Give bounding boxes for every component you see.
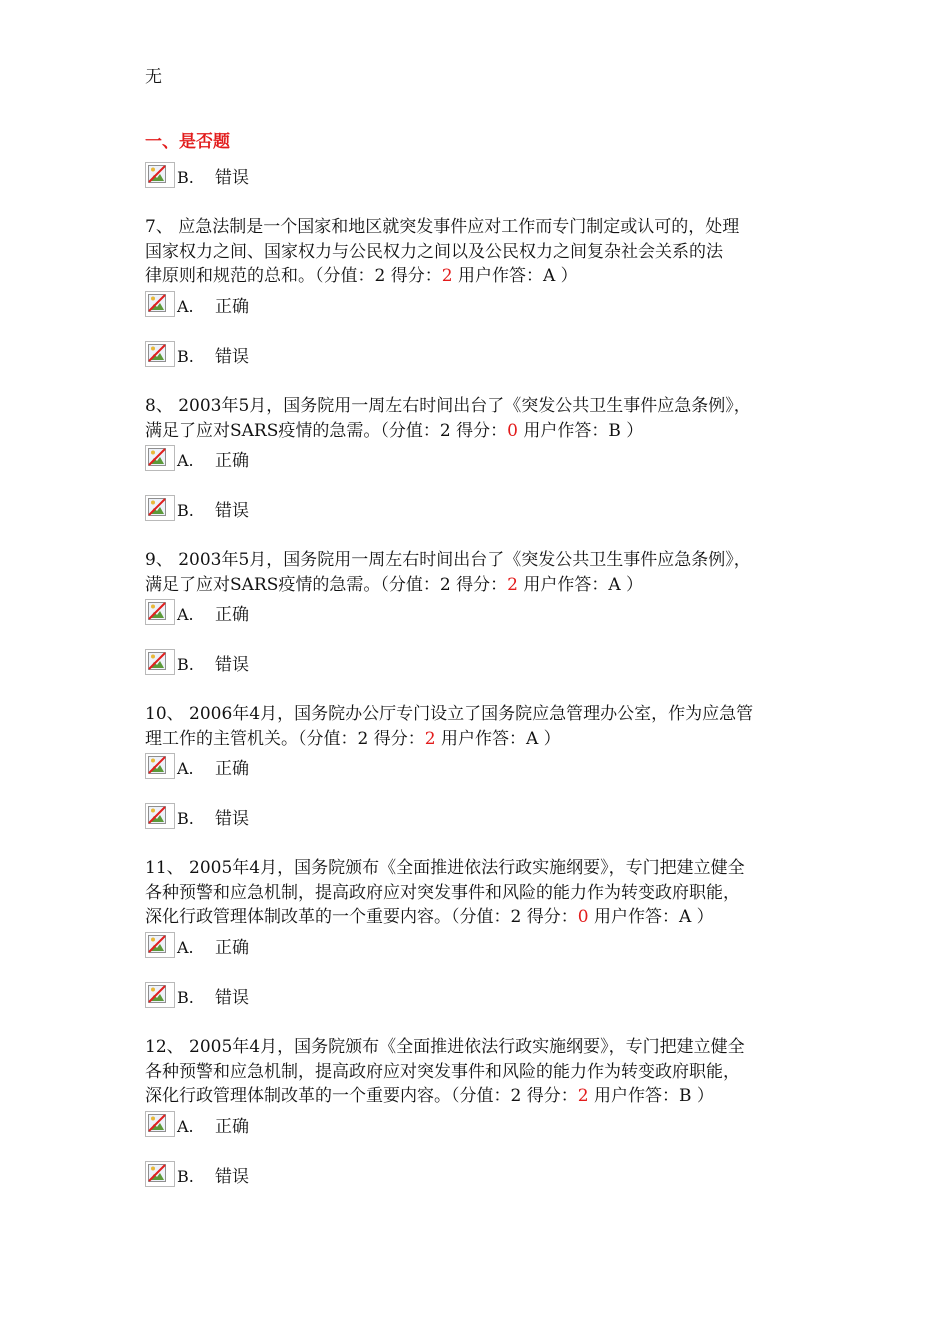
- score-value: 2: [424, 728, 436, 749]
- option-text: 正确: [215, 938, 249, 958]
- question-text: 理工作的主管机关。（分值：2 得分：: [145, 728, 425, 749]
- question-line: 12、 2005年4月，国务院颁布《全面推进依法行政实施纲要》，专门把建立健全: [145, 1037, 745, 1057]
- question-11: [145, 856, 810, 930]
- option-a[interactable]: [145, 751, 249, 779]
- option-letter: A.: [177, 451, 194, 470]
- question-line-last: [145, 419, 810, 444]
- question-line-last: [145, 727, 810, 752]
- score-value: 2: [577, 1086, 589, 1106]
- user-answer: 用户作答：A ）: [588, 907, 714, 927]
- question-line-last: [145, 573, 810, 598]
- question-text: 深化行政管理体制改革的一个重要内容。（分值：2 得分：: [145, 907, 578, 927]
- broken-image-icon: [145, 753, 175, 779]
- option-b[interactable]: [145, 493, 249, 521]
- question-line-last: [145, 264, 810, 289]
- question-line: 11、 2005年4月，国务院颁布《全面推进依法行政实施纲要》，专门把建立健全: [145, 858, 745, 878]
- question-line: 7、 应急法制是一个国家和地区就突发事件应对工作而专门制定或认可的，处理: [145, 217, 740, 237]
- option-text: 错误: [215, 501, 249, 521]
- option-letter: A.: [177, 938, 194, 957]
- section-title: 一、是否题: [145, 132, 230, 152]
- option-b[interactable]: [145, 1159, 249, 1187]
- broken-image-icon: [145, 495, 175, 521]
- option-letter: B.: [177, 347, 194, 366]
- option-text: 错误: [215, 168, 249, 188]
- question-text: 满足了应对SARS疫情的急需。（分值：2 得分：: [145, 574, 508, 595]
- option-b[interactable]: [145, 339, 249, 367]
- option-letter: A.: [177, 297, 194, 316]
- question-line: 8、 2003年5月，国务院用一周左右时间出台了《突发公共卫生事件应急条例》，: [145, 396, 751, 416]
- user-answer: 用户作答：B ）: [517, 420, 644, 441]
- option-text: 正确: [215, 1117, 249, 1137]
- option-text: 错误: [215, 1167, 249, 1187]
- option-letter: A.: [177, 605, 194, 624]
- broken-image-icon: [145, 445, 175, 471]
- question-12: [145, 1035, 810, 1109]
- user-answer: 用户作答：A ）: [452, 266, 578, 286]
- option-b[interactable]: [145, 980, 249, 1008]
- option-letter: B.: [177, 1167, 194, 1186]
- broken-image-icon: [145, 932, 175, 958]
- top-text: 无: [145, 67, 162, 87]
- option-text: 正确: [215, 297, 249, 317]
- option-letter: B.: [177, 168, 194, 187]
- option-text: 正确: [215, 605, 249, 625]
- option-letter: B.: [177, 988, 194, 1007]
- broken-image-icon: [145, 1111, 175, 1137]
- option-b[interactable]: [145, 801, 249, 829]
- option-letter: A.: [177, 1117, 194, 1136]
- question-text: 深化行政管理体制改革的一个重要内容。（分值：2 得分：: [145, 1086, 578, 1106]
- score-value: 0: [507, 420, 518, 441]
- broken-image-icon: [145, 599, 175, 625]
- broken-image-icon: [145, 649, 175, 675]
- question-8: [145, 394, 810, 443]
- intro-option[interactable]: [145, 160, 249, 188]
- option-b[interactable]: [145, 647, 249, 675]
- option-text: 正确: [215, 451, 249, 471]
- option-a[interactable]: [145, 930, 249, 958]
- option-text: 错误: [215, 988, 249, 1008]
- broken-image-icon: [145, 803, 175, 829]
- broken-image-icon: [145, 341, 175, 367]
- question-9: [145, 548, 810, 597]
- question-text: 满足了应对SARS疫情的急需。（分值：2 得分：: [145, 420, 508, 441]
- option-letter: B.: [177, 809, 194, 828]
- score-value: 0: [577, 907, 589, 927]
- broken-image-icon: [145, 162, 175, 188]
- broken-image-icon: [145, 982, 175, 1008]
- broken-image-icon: [145, 1161, 175, 1187]
- option-a[interactable]: [145, 289, 249, 317]
- question-7: [145, 215, 810, 289]
- user-answer: 用户作答：A ）: [517, 574, 644, 595]
- option-letter: B.: [177, 655, 194, 674]
- question-line: 各种预警和应急机制，提高政府应对突发事件和风险的能力作为转变政府职能，: [145, 1061, 740, 1082]
- option-text: 错误: [215, 809, 249, 829]
- question-10: [145, 702, 810, 751]
- option-letter: B.: [177, 501, 194, 520]
- question-line: 10、 2006年4月，国务院办公厅专门设立了国务院应急管理办公室，作为应急管: [145, 704, 754, 724]
- score-value: 2: [507, 574, 518, 595]
- question-text: 律原则和规范的总和。（分值：2 得分：: [145, 266, 442, 286]
- broken-image-icon: [145, 291, 175, 317]
- question-line: 国家权力之间、国家权力与公民权力之间以及公民权力之间复杂社会关系的法: [145, 241, 723, 262]
- user-answer: 用户作答：B ）: [588, 1086, 714, 1106]
- option-text: 错误: [215, 655, 249, 675]
- option-text: 正确: [215, 759, 249, 779]
- question-line-last: [145, 905, 810, 930]
- option-text: 错误: [215, 347, 249, 367]
- score-value: 2: [441, 266, 453, 286]
- question-line: 各种预警和应急机制，提高政府应对突发事件和风险的能力作为转变政府职能，: [145, 882, 740, 903]
- question-line-last: [145, 1084, 810, 1109]
- user-answer: 用户作答：A ）: [435, 728, 561, 749]
- option-a[interactable]: [145, 1109, 249, 1137]
- option-letter: A.: [177, 759, 194, 778]
- question-line: 9、 2003年5月，国务院用一周左右时间出台了《突发公共卫生事件应急条例》，: [145, 550, 751, 570]
- option-a[interactable]: [145, 443, 249, 471]
- option-a[interactable]: [145, 597, 249, 625]
